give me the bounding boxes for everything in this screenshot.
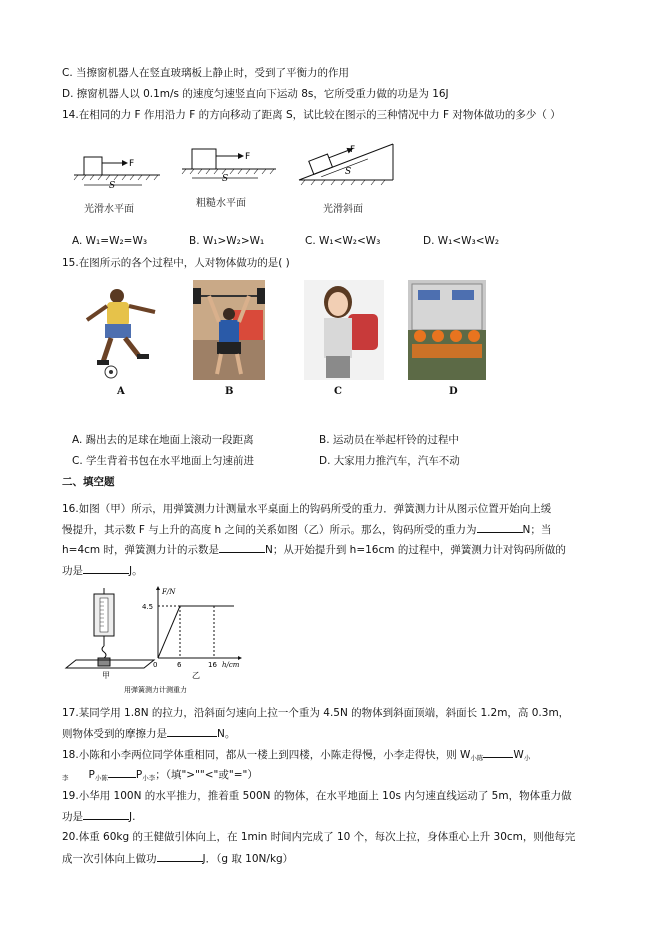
q16-line-2: 慢提升，其示数 F 与上升的高度 h 之间的关系如图（乙）所示。那么，钩码所受的重力为 N；当 bbox=[62, 524, 552, 536]
photo-a-soccer bbox=[75, 282, 165, 380]
svg-text:4.5: 4.5 bbox=[142, 603, 154, 611]
svg-text:S: S bbox=[345, 167, 352, 177]
q15-option-a: A. 踢出去的足球在地面上滚动一段距离 bbox=[72, 434, 254, 446]
svg-text:乙: 乙 bbox=[192, 671, 200, 680]
q17-line-2: 则物体受到的摩擦力是 N。 bbox=[62, 728, 236, 740]
svg-text:F: F bbox=[350, 145, 356, 155]
q20-line-1: 20.体重 60kg 的王健做引体向上，在 1min 时间内完成了 10 个，每次上拉，身体重心上升 30cm，则他每完 bbox=[62, 831, 576, 843]
photo-label-a: A bbox=[117, 386, 125, 397]
q17-blank[interactable] bbox=[167, 726, 217, 737]
q14-option-b: B. W₁>W₂>W₁ bbox=[189, 235, 265, 247]
svg-text:0: 0 bbox=[153, 661, 158, 669]
photo-b-weightlifting bbox=[193, 280, 265, 380]
photo-d-push-truck bbox=[408, 280, 486, 380]
q18-line-2: $_李$ $P_{小陈}$ $P_{小李}$；（填">""<"或"="） bbox=[62, 769, 258, 782]
q14-option-d: D. W₁<W₃<W₂ bbox=[423, 235, 500, 247]
q14-option-a: A. W₁=W₂=W₃ bbox=[72, 235, 148, 247]
rough-horizontal-diagram bbox=[182, 149, 276, 184]
q16-line-1: 16.如图（甲）所示，用弹簧测力计测量水平桌面上的钩码所受的重力．弹簧测力计从图示位置开始向上缓 bbox=[62, 503, 552, 515]
q14-option-c: C. W₁<W₂<W₃ bbox=[305, 235, 381, 247]
svg-text:6: 6 bbox=[177, 661, 182, 669]
q20-blank[interactable] bbox=[157, 851, 203, 862]
q16-spring-scale-figure bbox=[62, 586, 252, 698]
q16-blank-1[interactable] bbox=[477, 522, 523, 533]
q15-option-c: C. 学生背着书包在水平地面上匀速前进 bbox=[72, 455, 255, 467]
svg-text:S: S bbox=[109, 181, 116, 191]
photo-label-d: D bbox=[449, 386, 458, 397]
q13-option-c: C. 当擦窗机器人在竖直玻璃板上静止时，受到了平衡力的作用 bbox=[62, 67, 350, 79]
svg-text:用弹簧测力计测重力: 用弹簧测力计测重力 bbox=[124, 686, 187, 694]
q18-line-1: 18.小陈和小李两位同学体重相同，都从一楼上到四楼，小陈走得慢，小李走得快，则 $W_{小陈}$ $W_小$ bbox=[62, 749, 531, 762]
force-height-graph bbox=[142, 586, 242, 680]
q18-blank-1[interactable] bbox=[483, 747, 513, 758]
svg-text:16: 16 bbox=[208, 661, 217, 669]
q16-blank-3[interactable] bbox=[83, 563, 129, 574]
q15-option-d: D. 大家用力推汽车，汽车不动 bbox=[319, 455, 460, 467]
q15-stem: 15.在图所示的各个过程中，人对物体做功的是( ) bbox=[62, 257, 290, 269]
spring-scale-drawing bbox=[66, 588, 154, 680]
photo-label-b: B bbox=[225, 386, 234, 397]
q19-line-1: 19.小华用 100N 的水平推力，推着重 500N 的物体，在水平地面上 10s 内匀速直线运动了 5m，物体重力做 bbox=[62, 790, 572, 802]
svg-text:F: F bbox=[245, 152, 251, 162]
q14-stem: 14.在相同的力 F 作用沿力 F 的方向移动了距离 S，试比较在图示的三种情况中力 F 对物体做功的多少（ ） bbox=[62, 109, 561, 121]
photo-c-backpack bbox=[304, 280, 384, 380]
q19-blank[interactable] bbox=[83, 809, 129, 820]
q18-blank-2[interactable] bbox=[108, 767, 136, 778]
q20-line-2: 成一次引体向上做功 J．（g 取 10N/kg） bbox=[62, 853, 294, 865]
q17-line-1: 17.某同学用 1.8N 的拉力，沿斜面匀速向上拉一个重为 4.5N 的物体到斜面顶端，斜面长 1.2m，高 0.3m， bbox=[62, 707, 570, 719]
q16-blank-2[interactable] bbox=[219, 542, 265, 553]
diagram-label-smooth-incline: 光滑斜面 bbox=[323, 204, 363, 215]
q15-option-b: B. 运动员在举起杆铃的过程中 bbox=[319, 434, 459, 446]
photo-label-c: C bbox=[334, 386, 342, 397]
svg-text:F: F bbox=[129, 159, 135, 169]
q19-line-2: 功是 J. bbox=[62, 811, 136, 823]
diagram-label-smooth-horizontal: 光滑水平面 bbox=[84, 204, 134, 215]
smooth-horizontal-diagram bbox=[74, 157, 160, 191]
svg-text:F/N: F/N bbox=[162, 588, 176, 596]
q16-line-4: 功是 J。 bbox=[62, 565, 143, 577]
q16-line-3: h=4cm 时，弹簧测力计的示数是 N；从开始提升到 h=16cm 的过程中，弹簧测力计对钩码所做的 bbox=[62, 544, 566, 556]
svg-text:h/cm: h/cm bbox=[222, 661, 240, 669]
smooth-incline-diagram bbox=[299, 141, 393, 185]
section-fill-in-blank-title: 二、填空题 bbox=[62, 476, 115, 488]
q13-option-d: D. 擦窗机器人以 0.1m/s 的速度匀速竖直向下运动 8s，它所受重力做的功是为 16J bbox=[62, 88, 449, 100]
diagram-label-rough-horizontal: 粗糙水平面 bbox=[196, 198, 246, 209]
svg-text:甲: 甲 bbox=[102, 671, 110, 680]
svg-text:S: S bbox=[222, 174, 229, 184]
